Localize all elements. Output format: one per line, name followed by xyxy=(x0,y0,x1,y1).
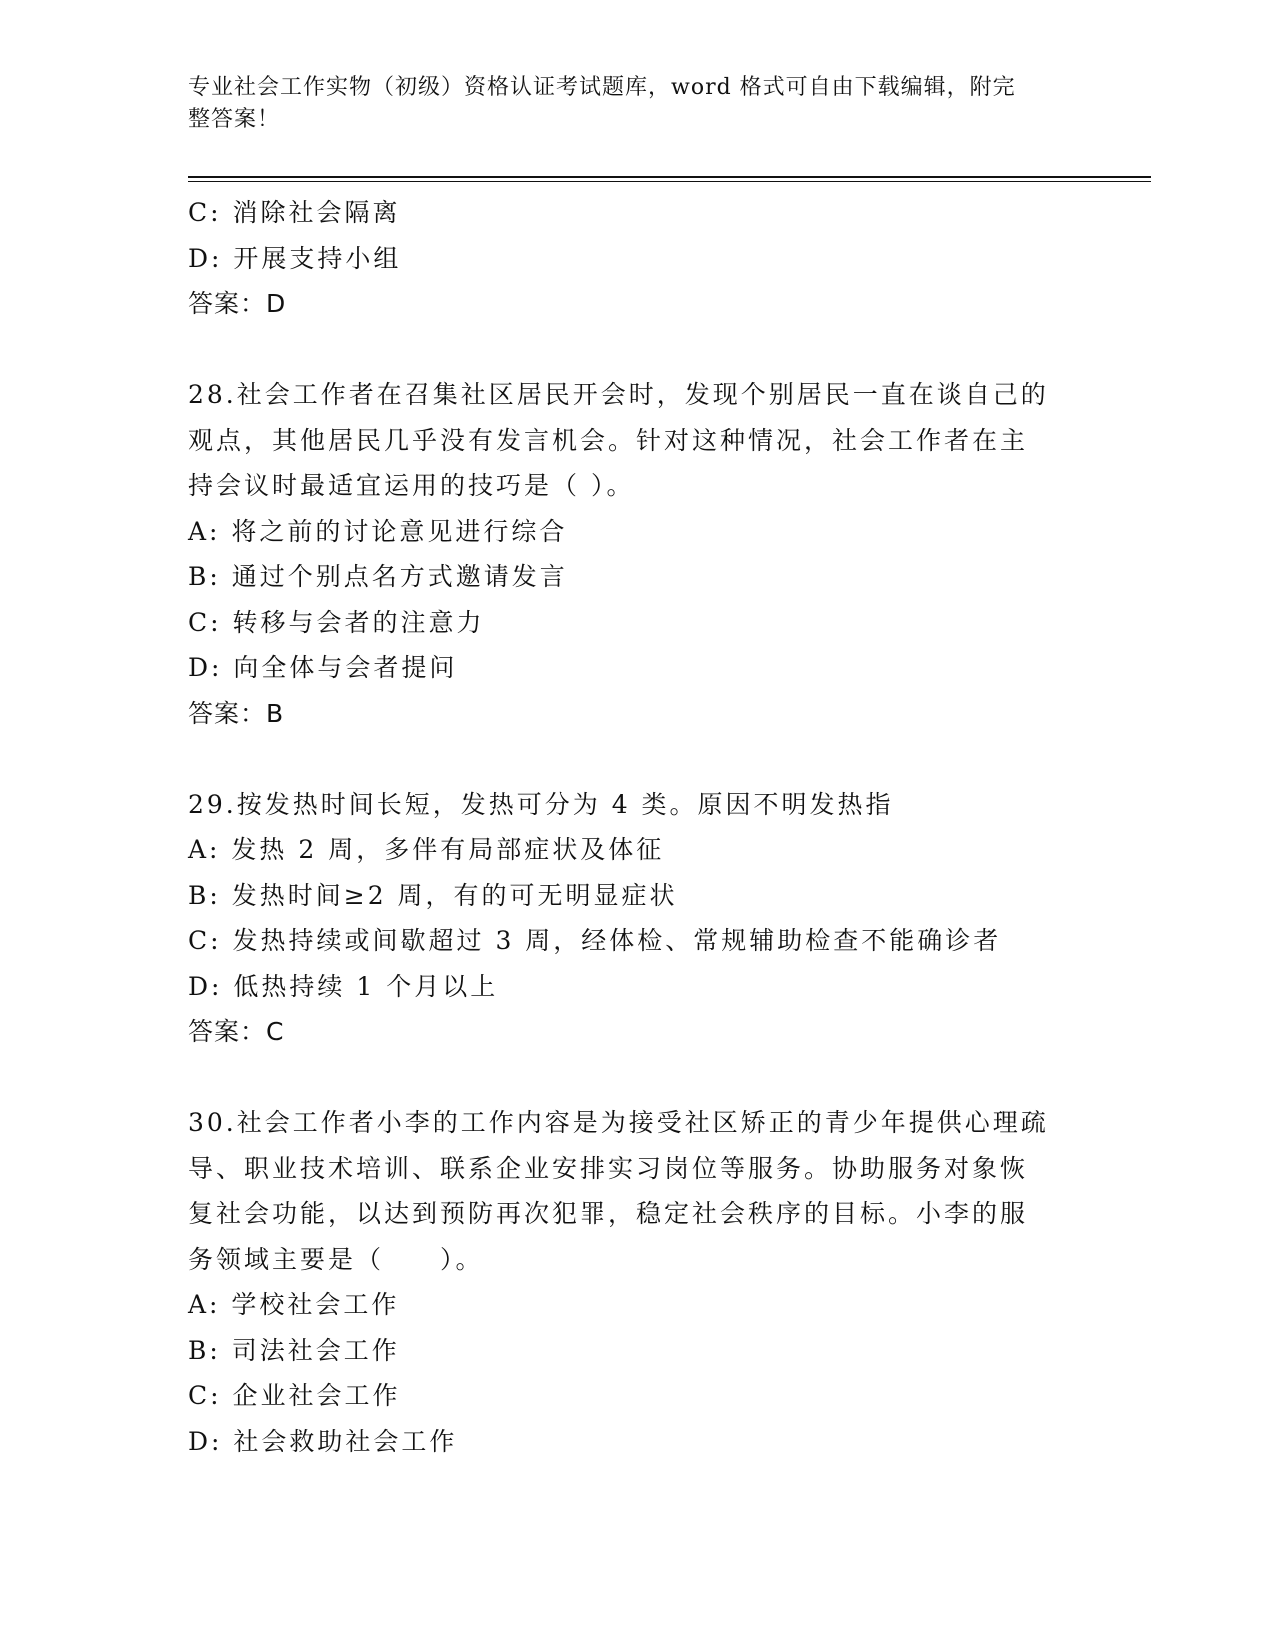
q28-option-c: C: 转移与会者的注意力 xyxy=(188,607,485,637)
q28-option-a: A: 将之前的讨论意见进行综合 xyxy=(188,516,568,546)
q27-answer: 答案：D xyxy=(188,289,287,318)
q29-option-b: B: 发热时间≥2 周，有的可无明显症状 xyxy=(188,880,678,910)
q30-stem-line-2: 导、职业技术培训、联系企业安排实习岗位等服务。协助服务对象恢 xyxy=(188,1153,1029,1183)
q28-option-b: B: 通过个别点名方式邀请发言 xyxy=(188,562,568,591)
question-27 xyxy=(188,190,1088,327)
question-list xyxy=(188,190,1088,1464)
q30-stem-line-3: 复社会功能，以达到预防再次犯罪，稳定社会秩序的目标。小李的服 xyxy=(188,1199,1029,1228)
page-header xyxy=(188,72,1088,136)
q29-option-c: C: 发热持续或间歇超过 3 周，经体检、常规辅助检查不能确诊者 xyxy=(188,926,1002,955)
q29-answer: 答案：C xyxy=(188,1017,285,1046)
q30-stem-line-4: 务领域主要是（ ）。 xyxy=(188,1244,484,1274)
question-30 xyxy=(188,1100,1088,1464)
question-29 xyxy=(188,782,1088,1055)
q28-stem-line-1: 28.社会工作者在召集社区居民开会时，发现个别居民一直在谈自己的 xyxy=(188,380,1049,409)
q30-option-b: B: 司法社会工作 xyxy=(188,1335,400,1365)
q30-stem-line-1: 30.社会工作者小李的工作内容是为接受社区矫正的青少年提供心理疏 xyxy=(188,1108,1049,1137)
header-divider-thin xyxy=(188,181,1151,182)
q29-option-a: A: 发热 2 周，多伴有局部症状及体征 xyxy=(188,835,665,864)
q28-stem-line-3: 持会议时最适宜运用的技巧是（ ）。 xyxy=(188,471,635,500)
header-line-2: 整答案！ xyxy=(188,107,281,132)
q28-answer: 答案：B xyxy=(188,698,285,728)
header-divider-thick xyxy=(188,176,1151,178)
q29-option-d: D: 低热持续 1 个月以上 xyxy=(188,971,499,1001)
q28-stem-line-2: 观点，其他居民几乎没有发言机会。针对这种情况，社会工作者在主 xyxy=(188,425,1029,455)
q30-option-c: C: 企业社会工作 xyxy=(188,1381,401,1410)
question-28 xyxy=(188,372,1088,736)
spacer xyxy=(188,327,1088,373)
spacer xyxy=(188,736,1088,782)
q28-option-d: D: 向全体与会者提问 xyxy=(188,653,458,682)
q29-stem-line-1: 29.按发热时间长短，发热可分为 4 类。原因不明发热指 xyxy=(188,789,894,819)
q30-option-a: A: 学校社会工作 xyxy=(188,1290,400,1319)
q30-option-d: D: 社会救助社会工作 xyxy=(188,1426,458,1456)
header-line-1: 专业社会工作实物（初级）资格认证考试题库，word 格式可自由下载编辑，附完 xyxy=(188,75,1016,100)
q27-option-c: C: 消除社会隔离 xyxy=(188,198,401,227)
q27-option-d: D: 开展支持小组 xyxy=(188,243,402,273)
spacer xyxy=(188,1055,1088,1101)
